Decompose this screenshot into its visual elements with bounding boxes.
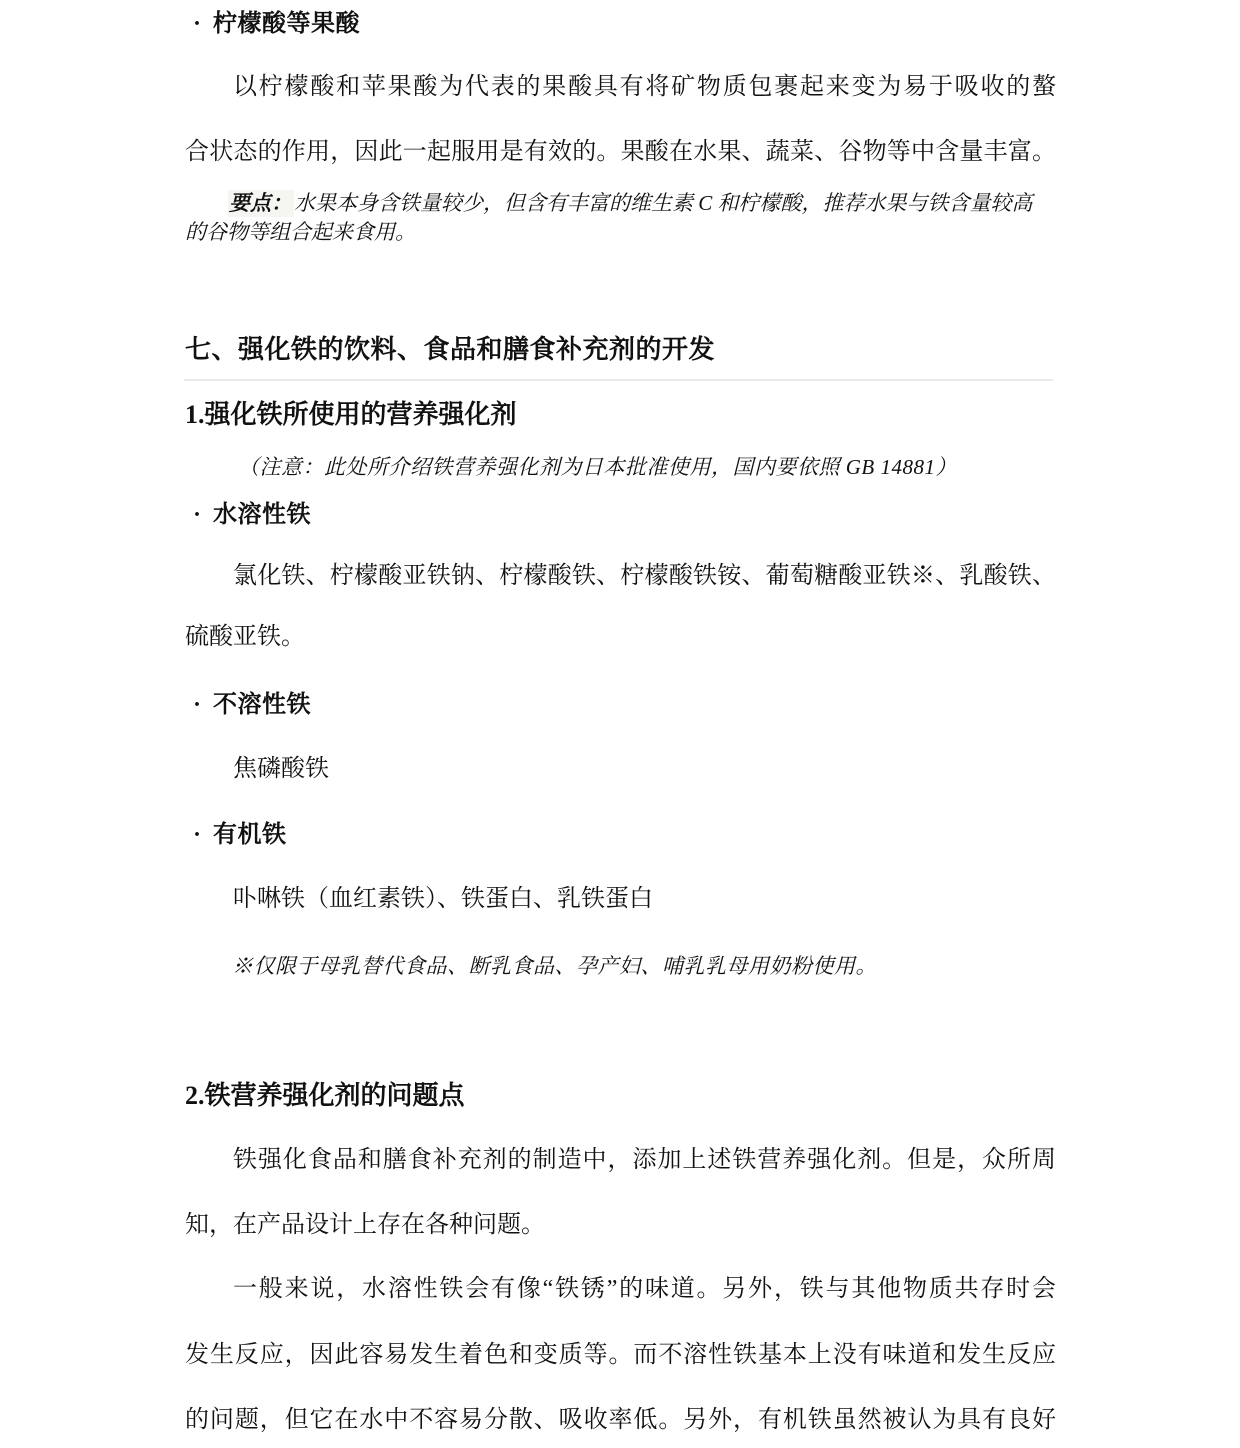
- bullet-dot: ·: [193, 502, 202, 528]
- fruit-acid-paragraph-line: 以柠檬酸和苹果酸为代表的果酸具有将矿物质包裹起来变为易于吸收的螯: [233, 74, 1056, 100]
- bullet-dot: ·: [193, 692, 202, 718]
- problems-paragraph-line: 一般来说，水溶性铁会有像“铁锈”的味道。另外，铁与其他物质共存时会: [233, 1276, 1056, 1302]
- heading-organic-iron-label: 有机铁: [213, 822, 287, 848]
- section-7-heading: 七、强化铁的饮料、食品和膳食补充剂的开发: [185, 335, 716, 364]
- problems-paragraph-line: 的问题，但它在水中不容易分散、吸收率低。另外，有机铁虽然被认为具有良好: [185, 1407, 1056, 1433]
- heading-fruit-acids-label: 柠檬酸等果酸: [213, 11, 360, 37]
- insoluble-iron-line: 焦磷酸铁: [233, 756, 329, 782]
- fruit-acid-paragraph-line: 合状态的作用，因此一起服用是有效的。果酸在水果、蔬菜、谷物等中含量丰富。: [185, 139, 1056, 165]
- heading-divider: [184, 379, 1053, 381]
- keypoint-label: 要点：: [229, 191, 292, 215]
- heading-water-soluble-iron-label: 水溶性铁: [213, 502, 311, 528]
- water-soluble-iron-line: 硫酸亚铁。: [185, 624, 305, 650]
- keypoint-text: 水果本身含铁量较少，但含有丰富的维生素 C 和柠檬酸，推荐水果与铁含量较高: [294, 191, 1033, 215]
- problems-paragraph-line: 发生反应，因此容易发生着色和变质等。而不溶性铁基本上没有味道和发生反应: [185, 1342, 1056, 1368]
- heading-insoluble-iron-label: 不溶性铁: [213, 692, 311, 718]
- subsection-1-heading: 1.强化铁所使用的营养强化剂: [185, 400, 517, 429]
- organic-iron-line: 卟啉铁（血红素铁）、铁蛋白、乳铁蛋白: [233, 886, 653, 912]
- problems-paragraph-line: 铁强化食品和膳食补充剂的制造中，添加上述铁营养强化剂。但是，众所周: [233, 1147, 1056, 1173]
- problems-paragraph-line: 知，在产品设计上存在各种问题。: [185, 1212, 545, 1238]
- subsection-2-heading: 2.铁营养强化剂的问题点: [185, 1081, 465, 1110]
- bullet-dot: ·: [193, 11, 202, 37]
- keypoint-line: 的谷物等组合起来食用。: [185, 220, 416, 244]
- heading-organic-iron: [185, 818, 1064, 852]
- heading-water-soluble-iron: [185, 498, 1064, 532]
- water-soluble-iron-line: 氯化铁、柠檬酸亚铁钠、柠檬酸铁、柠檬酸铁铵、葡萄糖酸亚铁※、乳酸铁、: [233, 563, 1056, 589]
- asterisk-footnote: ※仅限于母乳替代食品、断乳食品、孕产妇、哺乳乳母用奶粉使用。: [232, 954, 877, 978]
- keypoint-line: [185, 189, 1099, 218]
- heading-insoluble-iron: [185, 688, 1064, 722]
- bullet-dot: ·: [193, 822, 202, 848]
- gb-standard-note: （注意：此处所介绍铁营养强化剂为日本批准使用，国内要依照 GB 14881）: [238, 455, 957, 479]
- heading-fruit-acids: [185, 7, 1064, 41]
